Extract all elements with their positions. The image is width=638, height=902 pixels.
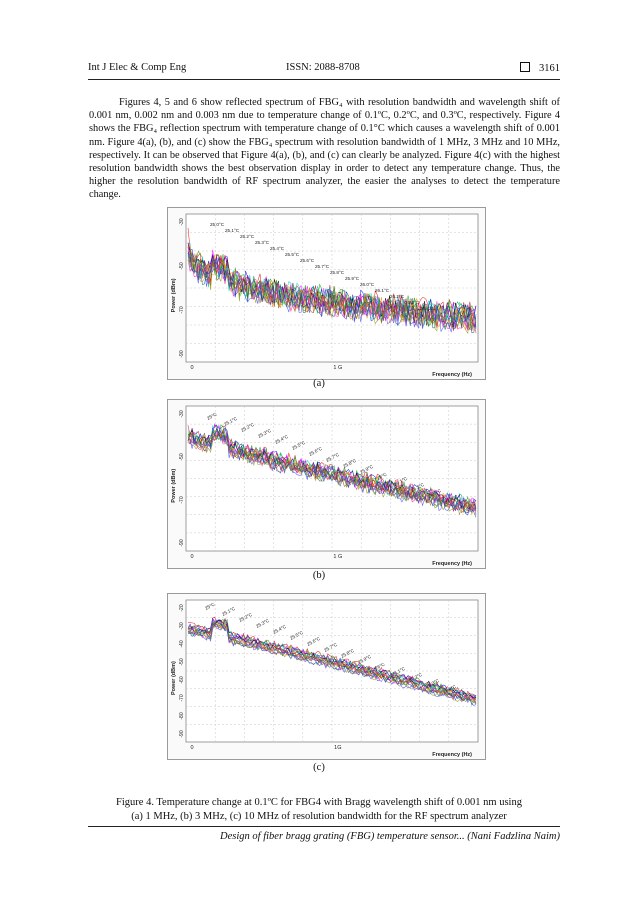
caption-line-1: Figure 4. Temperature change at 0.1ºC for FBG4 with Bragg wavelength shift of 0.001 nm using (116, 797, 522, 808)
header-rule (88, 79, 560, 80)
series-temp-label: 26.1°C (375, 288, 390, 293)
series-temp-label: 25.8°C (342, 457, 357, 469)
series-temp-label: 26.4°C (444, 493, 459, 505)
series-temp-label: 25.9°C (345, 276, 360, 281)
series-temp-label: 25.1°C (223, 415, 238, 427)
figure-caption (96, 796, 542, 823)
sub-label-a: (a) (313, 378, 325, 389)
y-tick-label: -30 (179, 218, 185, 226)
y-tick-label: -70 (179, 496, 185, 504)
y-tick-label: -50 (179, 658, 185, 666)
series-temp-label: 25.6°C (300, 258, 315, 263)
x-tick-label: 1G (334, 745, 342, 751)
checkbox-square-icon (520, 62, 530, 72)
y-tick-label: -40 (179, 640, 185, 648)
series-temp-label: 26.3°C (425, 677, 440, 689)
figure-4c (167, 593, 486, 760)
y-tick-label: -90 (179, 539, 185, 547)
plot-area (186, 406, 478, 551)
series-temp-label: 25.9°C (357, 653, 372, 665)
series-temp-label: 26.3°C (427, 487, 442, 499)
chart-4b (168, 400, 485, 568)
chart-4c (168, 594, 485, 759)
series-temp-label: 26.4°C (442, 683, 457, 695)
y-tick-label: -30 (179, 622, 185, 630)
series-temp-label: 25.1°C (225, 228, 240, 233)
issn: ISSN: 2088-8708 (286, 62, 360, 73)
x-tick-label: 0 (190, 365, 194, 371)
y-tick-label: -90 (179, 350, 185, 358)
x-tick-label: 0 (190, 745, 194, 751)
series-temp-label: 25°C (204, 601, 216, 611)
series-temp-label: 25.5°C (285, 252, 300, 257)
series-temp-label: 25.5°C (289, 629, 304, 641)
series-temp-label: 25.7°C (315, 264, 330, 269)
series-temp-label: 26.2°C (408, 671, 423, 683)
x-axis-label: Frequency (Hz) (432, 372, 472, 378)
y-axis-label: Power (dBm) (171, 278, 177, 313)
series-temp-label: 25.9°C (359, 463, 374, 475)
series-temp-label: 26.2°C (410, 481, 425, 493)
figure-4a (167, 207, 486, 380)
y-tick-label: -50 (179, 262, 185, 270)
body-paragraph: Figures 4, 5 and 6 show reflected spectrum of FBG₄ with resolution bandwidth and wavelength shift of 0.001 nm, 0.002 nm and 0.003 nm due to temperature change of 0.1ºC, 0.2ºC, and 0.3ºC, respectively. Figure 4 shows the FBG₄ reflection spectrum with temperature change of 0.1°C which causes a wavelength shift of 0.001 nm. Figure 4(a), (b), and (c) show the FBG₄ spectrum with resolution bandwidth of 1 MHz, 3 MHz and 10 MHz, respectively. It can be observed that Figure 4(a), (b), and (c) can clearly be analyzed. Figure 4(c) with the highest resolution bandwidth shows the best observation display in order to detect any temperature change. Thus, the higher the resolution bandwidth of RF spectrum analyzer, the easier the analyses to detect the temperature change. (89, 97, 560, 201)
y-tick-label: -60 (179, 676, 185, 684)
figure-4b (167, 399, 486, 569)
series-temp-label: 25.2°C (240, 234, 255, 239)
series-temp-label: 26.3°C (405, 300, 420, 305)
series-temp-label: 25°C (206, 411, 218, 421)
series-temp-label: 25.4°C (274, 433, 289, 445)
page-footer: Design of fiber bragg grating (FBG) temperature sensor... (Nani Fadzlina Naim) (220, 831, 560, 842)
series-temp-label: 26.2°C (390, 294, 405, 299)
series-temp-label: 25.2°C (240, 421, 255, 433)
sub-label-b: (b) (312, 570, 326, 581)
y-tick-label: -30 (179, 410, 185, 418)
series-temp-label: 25.0°C (210, 222, 225, 227)
series-temp-label: 25.5°C (291, 439, 306, 451)
series-temp-label: 25.4°C (270, 246, 285, 251)
series-temp-label: 26.4°C (420, 306, 435, 311)
series-temp-label: 25.8°C (340, 647, 355, 659)
series-temp-label: 26°C (374, 661, 386, 671)
page-header (88, 62, 560, 76)
series-temp-label: 26.1°C (391, 665, 406, 677)
series-temp-label: 25.6°C (308, 445, 323, 457)
footer-rule (88, 826, 560, 827)
series-temp-label: 25.7°C (325, 451, 340, 463)
series-temp-label: 25.8°C (330, 270, 345, 275)
page-number-wrap (520, 62, 560, 74)
sub-label-c: (c) (313, 762, 325, 773)
series-temp-label: 25.1°C (221, 605, 236, 617)
journal-name: Int J Elec & Comp Eng (88, 62, 187, 73)
series-temp-label: 26.1°C (393, 475, 408, 487)
series-temp-label: 25.7°C (323, 641, 338, 653)
page-number: 3161 (539, 63, 560, 74)
chart-4a (168, 208, 485, 379)
y-tick-label: -90 (179, 730, 185, 738)
series-temp-label: 25.3°C (255, 240, 270, 245)
series-temp-label: 26°C (376, 471, 388, 481)
plot-area (186, 600, 478, 742)
caption-line-2: (a) 1 MHz, (b) 3 MHz, (c) 10 MHz of resolution bandwidth for the RF spectrum analyzer (131, 810, 507, 822)
y-tick-label: -70 (179, 694, 185, 702)
y-tick-label: -50 (179, 453, 185, 461)
series-temp-label: 25.4°C (272, 623, 287, 635)
x-tick-label: 1 G (333, 554, 343, 560)
series-temp-label: 25.3°C (257, 427, 272, 439)
y-tick-label: -20 (179, 604, 185, 612)
x-tick-label: 0 (190, 554, 194, 560)
plot-area (186, 214, 478, 362)
x-axis-label: Frequency (Hz) (432, 561, 472, 567)
series-temp-label: 25.2°C (238, 611, 253, 623)
series-temp-label: 25.3°C (255, 617, 270, 629)
x-axis-label: Frequency (Hz) (432, 752, 472, 758)
y-axis-label: Power (dBm) (171, 468, 177, 503)
series-temp-label: 25.6°C (306, 635, 321, 647)
x-tick-label: 1 G (333, 365, 343, 371)
series-temp-label: 26.0°C (360, 282, 375, 287)
y-axis-label: Power (dBm) (171, 661, 177, 696)
y-tick-label: -70 (179, 306, 185, 314)
y-tick-label: -80 (179, 712, 185, 720)
